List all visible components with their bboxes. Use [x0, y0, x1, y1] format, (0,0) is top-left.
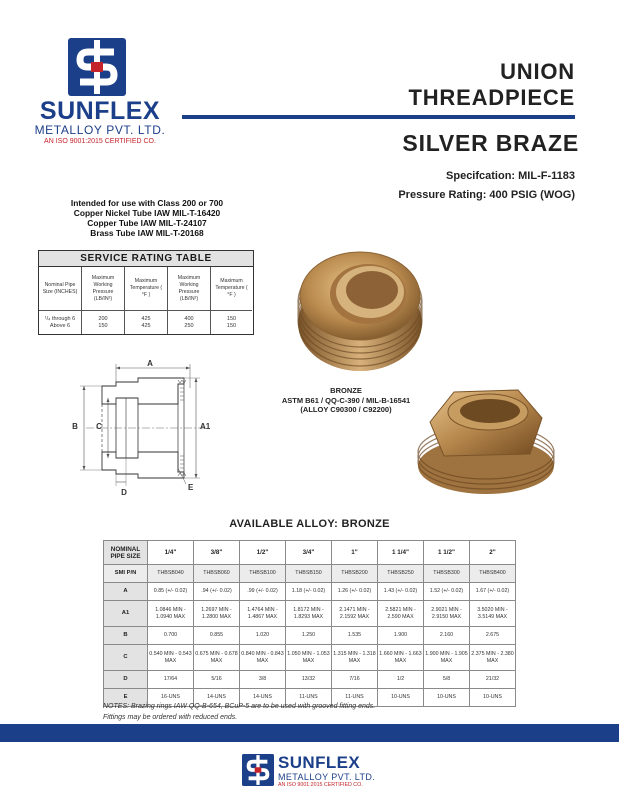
footer-certification: AN ISO 9001:2015 CERTIFIED CO. — [278, 782, 363, 788]
table-cell: 2.375 MIN - 2.380 MAX — [470, 645, 516, 671]
notes — [103, 701, 375, 723]
table-cell: 14-UNS — [194, 689, 240, 707]
srt-value: 250 — [184, 322, 194, 329]
intended-use-text — [36, 198, 258, 238]
table-cell: THBSB150 — [286, 565, 332, 583]
table-cell: THBSB040 — [148, 565, 194, 583]
footer-brand-name: SUNFLEX — [278, 753, 361, 772]
table-cell: 1.0846 MIN - 1.0940 MAX — [148, 601, 194, 627]
table-cell: 10-UNS — [424, 689, 470, 707]
row-label: A — [104, 583, 148, 601]
material-alloy: (ALLOY C90300 / C92200) — [300, 405, 392, 414]
srt-header: Maximum Working Pressure (LB/IN²) — [82, 267, 125, 311]
title-threadpiece: THREADPIECE — [408, 85, 575, 110]
srt-value: 150 — [98, 322, 108, 329]
service-rating-title: SERVICE RATING TABLE — [39, 251, 253, 267]
srt-cell — [125, 311, 168, 334]
title-silver-braze: SILVER BRAZE — [402, 130, 579, 156]
srt-cell — [168, 311, 211, 334]
table-cell: THBSB060 — [194, 565, 240, 583]
srt-value: Above 6 — [49, 322, 71, 329]
table-cell: 0.85 (+/- 0.02) — [148, 583, 194, 601]
table-cell: 1.4764 MIN - 1.4867 MAX — [240, 601, 286, 627]
sunflex-logo-icon — [242, 754, 274, 786]
arrow-icon — [195, 474, 198, 478]
srt-cell — [82, 311, 125, 334]
service-rating-table — [38, 250, 254, 335]
srt-header: Maximum Working Pressure (LB/IN²) — [168, 267, 211, 311]
table-cell: 0.840 MIN - 0.843 MAX — [240, 645, 286, 671]
table-cell: 1.18 (+/- 0.02) — [286, 583, 332, 601]
size-header: 1/4" — [148, 541, 194, 565]
table-cell: THBSB200 — [332, 565, 378, 583]
sunflex-logo-icon — [68, 38, 126, 96]
srt-header: Nominal Pipe Size (INCHES) — [39, 267, 82, 311]
srt-value: 425 — [141, 315, 151, 322]
cross-section-drawing — [66, 358, 226, 498]
srt-cell — [39, 311, 82, 334]
label-a1: A1 — [200, 422, 211, 431]
table-cell: 0.700 — [148, 627, 194, 645]
row-label: B — [104, 627, 148, 645]
table-cell: 10-UNS — [470, 689, 516, 707]
table-row — [104, 645, 516, 671]
table-row — [104, 601, 516, 627]
intended-line: Brass Tube IAW MIL-T-20168 — [90, 228, 204, 238]
label-d: D — [121, 488, 127, 497]
table-cell: 13/32 — [286, 671, 332, 689]
label-a: A — [147, 359, 153, 368]
srt-value: 200 — [98, 315, 108, 322]
brand-company: METALLOY PVT. LTD. — [34, 123, 166, 137]
table-cell: 1.315 MIN - 1.318 MAX — [332, 645, 378, 671]
table-cell: .99 (+/- 0.02) — [240, 583, 286, 601]
brand-name: SUNFLEX — [39, 97, 161, 125]
row-label: D — [104, 671, 148, 689]
arrow-icon — [186, 367, 190, 370]
footer-logo — [242, 754, 402, 794]
table-cell: 1.52 (+/- 0.02) — [424, 583, 470, 601]
title-union: UNION — [500, 59, 575, 84]
size-header: 2" — [470, 541, 516, 565]
table-cell: 7/16 — [332, 671, 378, 689]
label-e: E — [188, 483, 194, 492]
size-header-label: NOMINAL PIPE SIZE — [104, 541, 148, 565]
srt-value: 425 — [141, 322, 151, 329]
table-cell: THBSB250 — [378, 565, 424, 583]
srt-value: ¹/₄ through 6 — [44, 315, 76, 322]
specification: Specifcation: MIL-F-1183 — [446, 170, 575, 182]
available-alloy-heading: AVAILABLE ALLOY: BRONZE — [229, 518, 390, 530]
dimension-table — [103, 540, 516, 707]
note-line: Fittings may be ordered with reduced ends. — [103, 714, 238, 721]
table-cell: 1.900 MIN - 1.905 MAX — [424, 645, 470, 671]
title-divider — [182, 115, 575, 119]
label-c: C — [96, 422, 102, 431]
table-cell: 2.160 — [424, 627, 470, 645]
size-header: 3/8" — [194, 541, 240, 565]
table-cell: 3/8 — [240, 671, 286, 689]
table-cell: 1.250 — [286, 627, 332, 645]
table-cell: 11-UNS — [332, 689, 378, 707]
intended-line: Copper Nickel Tube IAW MIL-T-16420 — [73, 208, 221, 218]
table-cell: 21/32 — [470, 671, 516, 689]
table-cell: 1.2697 MIN - 1.2800 MAX — [194, 601, 240, 627]
material-name: BRONZE — [330, 386, 362, 395]
srt-header: Maximum Temperature ( °F ) — [125, 267, 168, 311]
intended-line: Copper Tube IAW MIL-T-24107 — [87, 218, 207, 228]
table-cell: THBSB300 — [424, 565, 470, 583]
srt-cell — [211, 311, 252, 334]
table-cell: 0.540 MIN - 0.543 MAX — [148, 645, 194, 671]
label-b: B — [72, 422, 78, 431]
srt-value: 150 — [226, 322, 237, 329]
srt-value: 150 — [226, 315, 237, 322]
material-standard: ASTM B61 / QQ-C-390 / MIL-B-16541 — [281, 395, 411, 405]
row-label: SMI P/N — [104, 565, 148, 583]
size-header: 1 1/2" — [424, 541, 470, 565]
table-cell: 1/2 — [378, 671, 424, 689]
table-cell: 1.020 — [240, 627, 286, 645]
table-cell: 2.675 — [470, 627, 516, 645]
table-cell: 3.5020 MIN - 3.5149 MAX — [470, 601, 516, 627]
table-cell: 2.5821 MIN - 2.590 MAX — [378, 601, 424, 627]
table-cell: 0.855 — [194, 627, 240, 645]
table-cell: 10-UNS — [378, 689, 424, 707]
size-header: 1 1/4" — [378, 541, 424, 565]
brand-certification: AN ISO 9001:2015 CERTIFIED CO. — [44, 138, 156, 145]
table-cell: 11-UNS — [286, 689, 332, 707]
arrow-icon — [195, 378, 198, 382]
table-row — [104, 671, 516, 689]
table-row — [104, 565, 516, 583]
table-cell: THBSB400 — [470, 565, 516, 583]
srt-header: Maximum Temperature ( °F ) — [211, 267, 252, 311]
note-line: NOTES: Brazing rings IAW QQ-B-654, BCuP-5 are to be used with grooved fitting ends. — [103, 703, 376, 710]
pressure-rating: Pressure Rating: 400 PSIG (WOG) — [398, 189, 575, 201]
table-cell: 1.43 (+/- 0.02) — [378, 583, 424, 601]
intended-line: Intended for use with Class 200 or 700 — [70, 198, 224, 208]
size-header: 1/2" — [240, 541, 286, 565]
fitting-wall-bottom — [102, 452, 184, 478]
table-cell: 2.1471 MIN - 2.1592 MAX — [332, 601, 378, 627]
table-cell: THBSB100 — [240, 565, 286, 583]
table-row — [104, 583, 516, 601]
table-cell: 17/64 — [148, 671, 194, 689]
srt-value: 400 — [184, 315, 194, 322]
table-cell: 0.675 MIN - 0.678 MAX — [194, 645, 240, 671]
table-cell: 1.050 MIN - 1.053 MAX — [286, 645, 332, 671]
threadpiece-photo — [288, 228, 438, 378]
table-cell: 5/8 — [424, 671, 470, 689]
footer-bar — [0, 724, 619, 742]
table-cell: 16-UNS — [148, 689, 194, 707]
table-cell: 5/16 — [194, 671, 240, 689]
table-header-row — [104, 541, 516, 565]
size-header: 1" — [332, 541, 378, 565]
table-cell: 1.535 — [332, 627, 378, 645]
size-header: 3/4" — [286, 541, 332, 565]
material-description — [256, 386, 436, 415]
row-label: E — [104, 689, 148, 707]
arrow-icon — [83, 466, 86, 470]
table-cell: 1.660 MIN - 1.663 MAX — [378, 645, 424, 671]
table-cell: .94 (+/- 0.02) — [194, 583, 240, 601]
arrow-icon — [116, 367, 120, 370]
table-cell: 1.900 — [378, 627, 424, 645]
row-label: C — [104, 645, 148, 671]
table-cell: 14-UNS — [240, 689, 286, 707]
table-cell: 1.26 (+/- 0.02) — [332, 583, 378, 601]
row-label: A1 — [104, 601, 148, 627]
fitting-wall-top — [102, 378, 184, 404]
table-cell: 1.8172 MIN - 1.8293 MAX — [286, 601, 332, 627]
footer-brand-company: METALLOY PVT. LTD. — [278, 772, 376, 782]
table-cell: 2.9021 MIN - 2.9150 MAX — [424, 601, 470, 627]
table-row — [104, 627, 516, 645]
arrow-icon — [83, 386, 86, 390]
table-cell: 1.67 (+/- 0.02) — [470, 583, 516, 601]
